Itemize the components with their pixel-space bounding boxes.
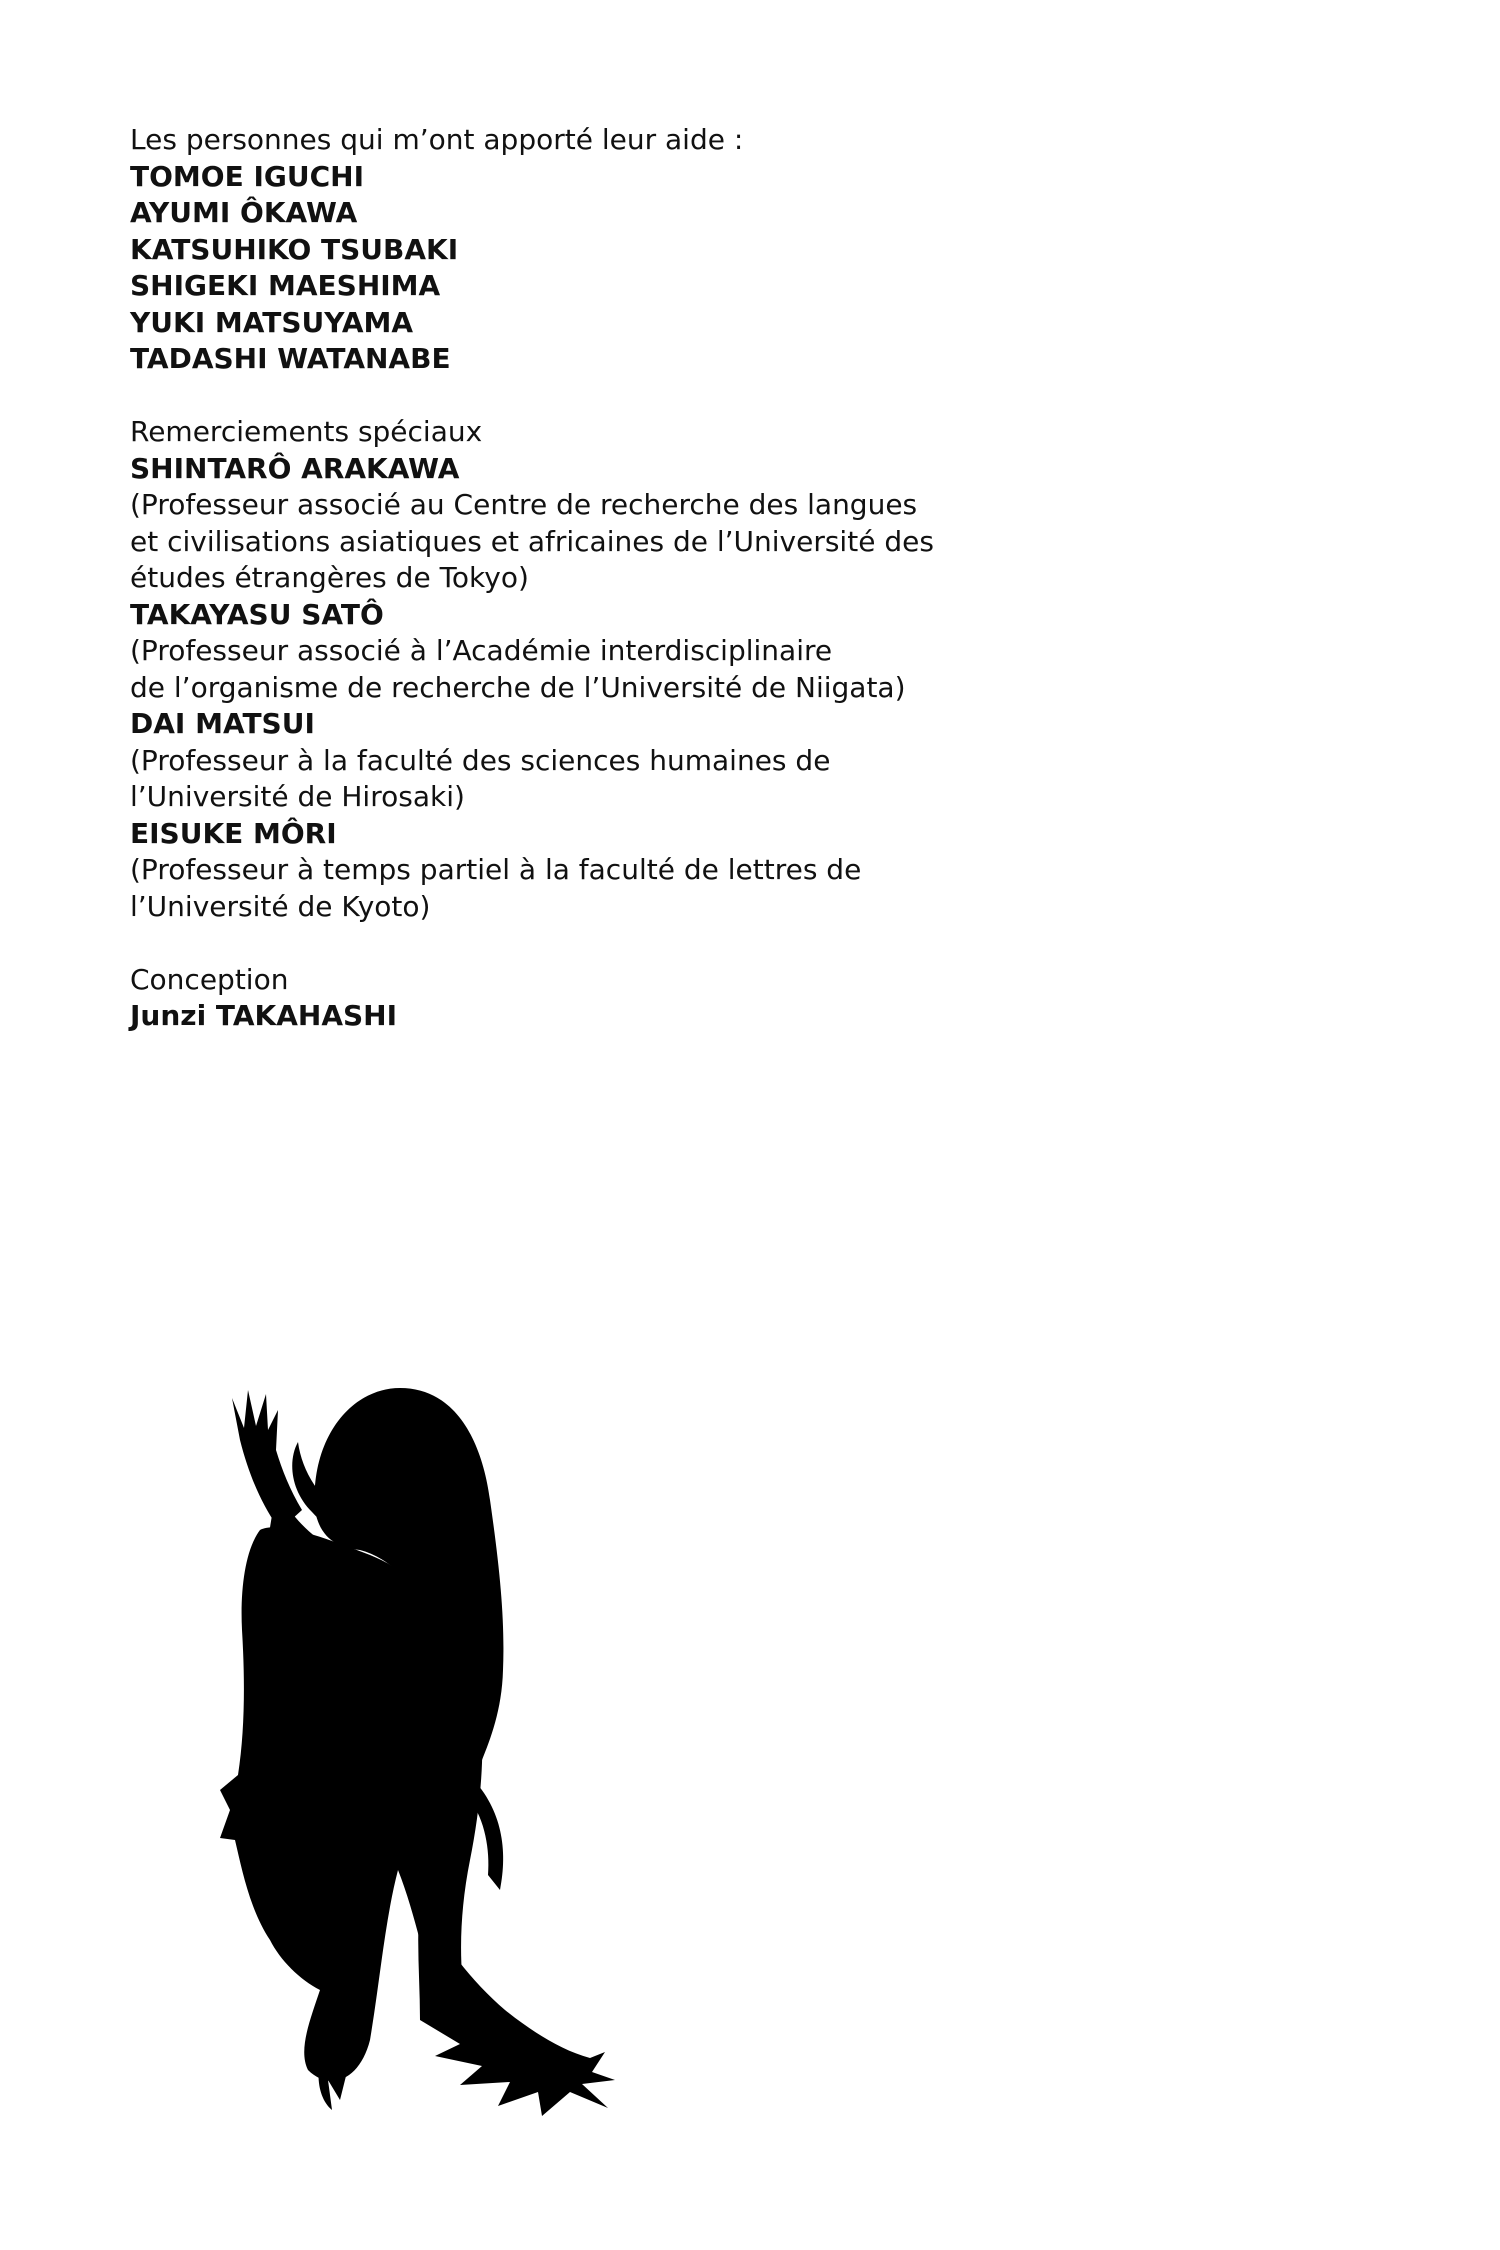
kneeling-figure-silhouette-icon [220,1380,620,2120]
helper-name: SHIGEKI MAESHIMA [130,269,441,302]
person-name: SHINTARÔ ARAKAWA [130,451,460,485]
person-affiliation-line: l’Université de Kyoto) [130,889,431,923]
person-affiliation-line: (Professeur à la faculté des sciences humaines de [130,743,831,777]
person-affiliation-line: (Professeur associé à l’Académie interdisciplinaire [130,634,833,667]
helper-name: KATSUHIKO TSUBAKI [130,232,459,266]
designer-name: Junzi TAKAHASHI [130,999,398,1032]
person-affiliation-line: (Professeur à temps partiel à la faculté de lettres de [130,853,862,886]
helpers-section [130,122,1380,378]
special-thanks-section [130,414,1380,925]
person-name: DAI MATSUI [130,707,315,740]
person-affiliation-line: (Professeur associé au Centre de recherche des langues [130,488,918,521]
person-affiliation-line: études étrangères de Tokyo) [130,561,529,594]
conception-heading: Conception [130,962,289,996]
special-thanks-heading: Remerciements spéciaux [130,415,483,448]
person-affiliation-line: de l’organisme de recherche de l’Université de Niigata) [130,670,906,704]
person-affiliation-line: l’Université de Hirosaki) [130,780,465,813]
conception-section [130,962,1380,1035]
helper-name: TADASHI WATANABE [130,342,451,375]
person-name: EISUKE MÔRI [130,816,337,850]
helper-name: TOMOE IGUCHI [130,159,364,193]
helper-name: AYUMI ÔKAWA [130,196,358,229]
helper-name: YUKI MATSUYAMA [130,305,414,339]
silhouette-shape [220,1388,615,2116]
person-name: TAKAYASU SATÔ [130,597,384,631]
credits-block [130,122,1380,1071]
helpers-heading: Les personnes qui m’ont apporté leur aide : [130,123,744,156]
person-affiliation-line: et civilisations asiatiques et africaines de l’Université des [130,524,934,558]
